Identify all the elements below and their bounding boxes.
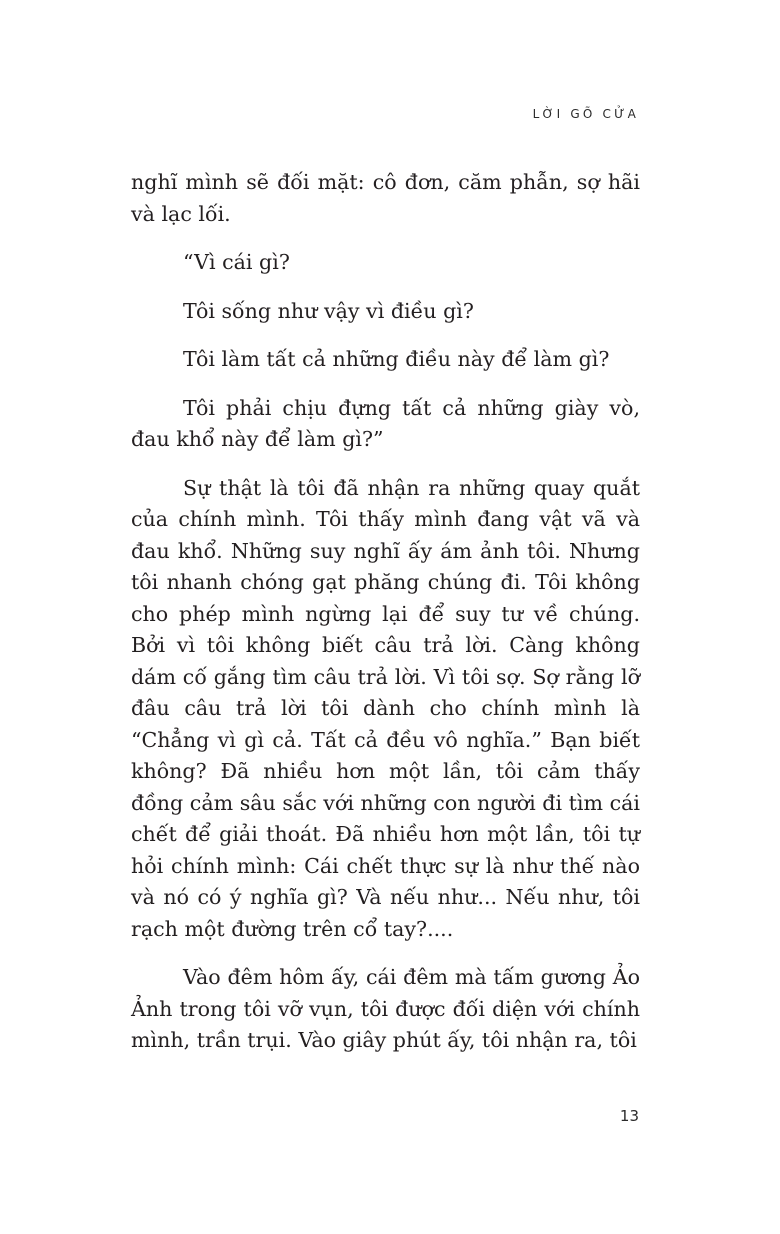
paragraph-quote-line-1: “Vì cái gì? xyxy=(183,250,290,274)
running-header: LỜI GÕ CỬA xyxy=(532,107,639,121)
paragraph-quote-line-3: Tôi làm tất cả những điều này để làm gì? xyxy=(183,347,610,371)
page-number: 13 xyxy=(619,1107,639,1125)
paragraph-quote-line-4: Tôi phải chịu đựng tất cả những giày vò, đau khổ này để làm gì?” xyxy=(131,395,640,451)
body-text xyxy=(131,167,640,1057)
paragraph-quote-line-2: Tôi sống như vậy vì điều gì? xyxy=(183,298,474,323)
paragraph-final: Vào đêm hôm ấy, cái đêm mà tấm gương Ảo Ảnh trong tôi vỡ vụn, tôi được đối diện với chính mình, trần trụi. Vào giây phút ấy, tôi nhận ra, tôi xyxy=(131,965,640,1052)
paragraph-main: Sự thật là tôi đã nhận ra những quay quắt của chính mình. Tôi thấy mình đang vật vã và đau khổ. Những suy nghĩ ấy ám ảnh tôi. Nhưng tôi nhanh chóng gạt phăng chúng đi. Tôi không cho phép mình ngừng lại để suy tư về chúng. Bởi vì tôi không biết câu trả lời. Càng không dám cố gắng tìm câu trả lời. Vì tôi sợ. Sợ rằng lỡ đâu câu trả lời tôi dành cho chính mình là “Chẳng vì gì cả. Tất cả đều vô nghĩa.” Bạn biết không? Đã nhiều hơn một lần, tôi cảm thấy đồng cảm sâu sắc với những con người đi tìm cái chết để giải thoát. Đã nhiều hơn một lần, tôi tự hỏi chính mình: Cái chết thực sự là như thế nào và nó có ý nghĩa gì? Và nếu như... Nếu như, tôi rạch một đường trên cổ tay?.... xyxy=(131,475,640,941)
paragraph-continuation: nghĩ mình sẽ đối mặt: cô đơn, căm phẫn, sợ hãi và lạc lối. xyxy=(131,170,640,226)
